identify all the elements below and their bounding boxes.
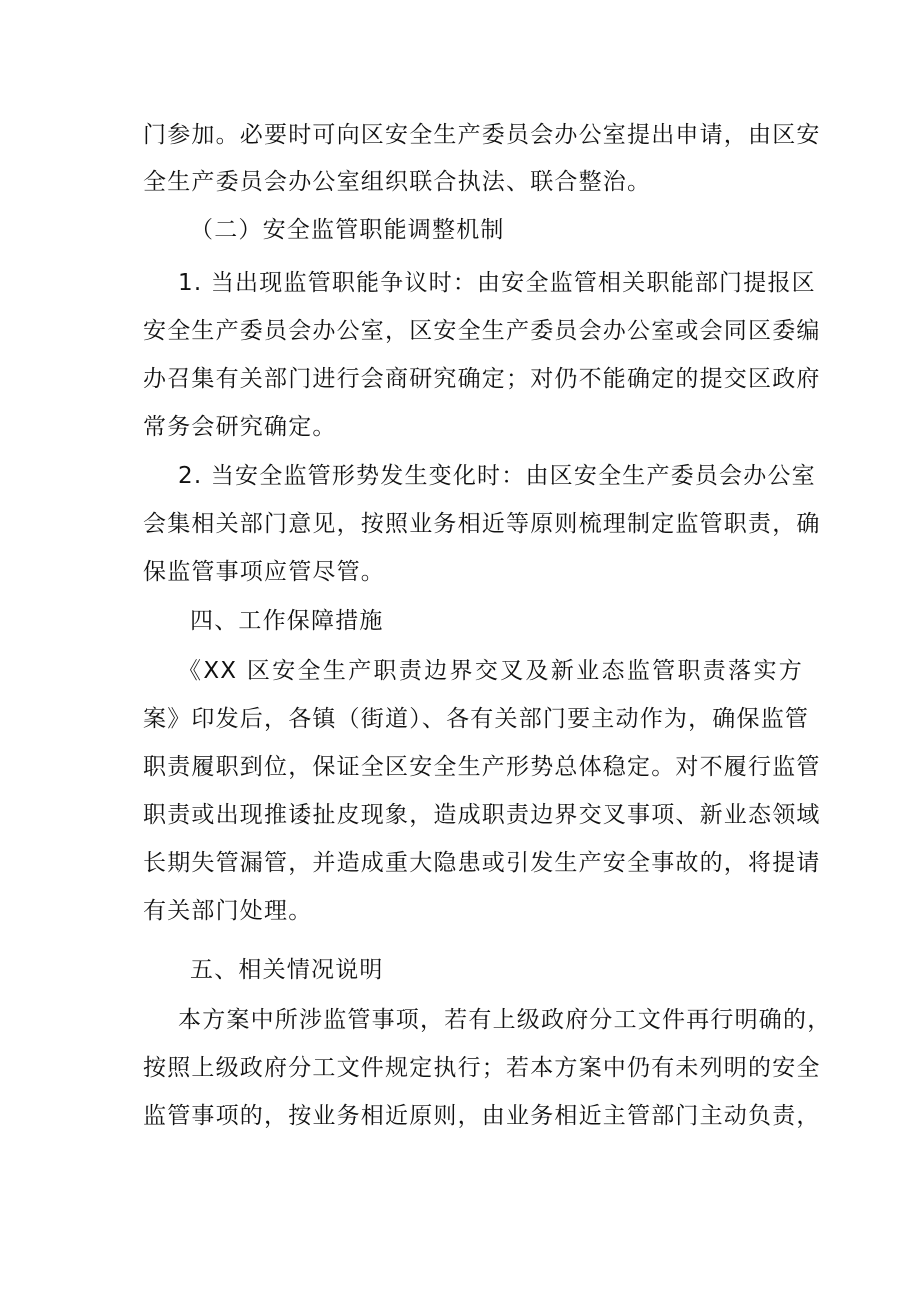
text-line: 案》印发后，各镇（街道）、各有关部门要主动作为，确保监管 <box>143 706 810 732</box>
text-line: 职责或出现推诿扯皮现象，造成职责边界交叉事项、新业态领域 <box>143 802 821 828</box>
text-line: 2. 当安全监管形势发生变化时：由区安全生产委员会办公室 <box>178 463 816 489</box>
text-line: 职责履职到位，保证全区安全生产形势总体稳定。对不履行监管 <box>143 754 821 780</box>
text-line: 办召集有关部门进行会商研究确定；对仍不能确定的提交区政府 <box>143 366 821 392</box>
text-line: 监管事项的，按业务相近原则，由业务相近主管部门主动负责， <box>143 1103 821 1129</box>
text-line: 有关部门处理。 <box>143 898 313 924</box>
text-line: 长期失管漏管，并造成重大隐患或引发生产安全事故的，将提请 <box>143 850 821 876</box>
text-line: 按照上级政府分工文件规定执行；若本方案中仍有未列明的安全 <box>143 1055 821 1081</box>
text-line: 全生产委员会办公室组织联合执法、联合整治。 <box>143 169 652 195</box>
text-line: 1. 当出现监管职能争议时：由安全监管相关职能部门提报区 <box>178 270 816 296</box>
text-line: 保监管事项应管尽管。 <box>143 559 385 585</box>
text-line: 本方案中所涉监管事项，若有上级政府分工文件再行明确的， <box>178 1007 832 1033</box>
section-heading: 四、工作保障措施 <box>190 608 384 634</box>
text-line: 《XX 区安全生产职责边界交叉及新业态监管职责落实方 <box>178 658 803 684</box>
text-line: 门参加。必要时可向区安全生产委员会办公室提出申请，由区安 <box>143 122 821 148</box>
section-heading: 五、相关情况说明 <box>190 957 384 983</box>
text-line: 会集相关部门意见，按照业务相近等原则梳理制定监管职责，确 <box>143 511 821 537</box>
text-line: 安全生产委员会办公室，区安全生产委员会办公室或会同区委编 <box>143 318 821 344</box>
text-line: 常务会研究确定。 <box>143 414 337 440</box>
section-heading: （二）安全监管职能调整机制 <box>190 217 505 243</box>
